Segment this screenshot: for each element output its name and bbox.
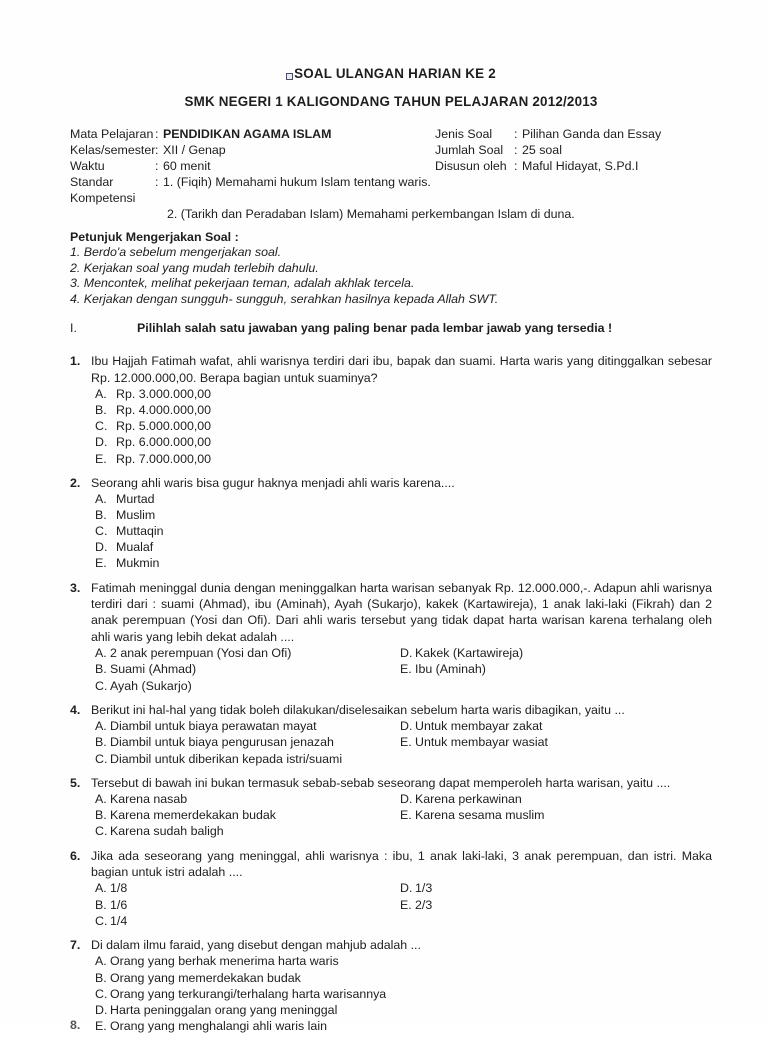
question-number: 2.	[70, 475, 81, 490]
meta-row-disusun-oleh	[435, 158, 661, 174]
partial-question-8-number: 8.	[70, 1018, 81, 1032]
option-text: Rp. 7.000.000,00	[116, 451, 212, 466]
option-a	[95, 791, 400, 807]
question-number: 7.	[70, 938, 81, 953]
object-anchor-icon	[286, 73, 293, 80]
option-b	[95, 807, 400, 823]
option-a	[95, 880, 400, 896]
meta-label: Waktu	[70, 159, 105, 173]
question-6	[70, 848, 712, 929]
option-letter: A.	[95, 646, 107, 661]
document-subtitle: SMK NEGERI 1 KALIGONDANG TAHUN PELAJARAN 2012/2013	[184, 94, 598, 109]
question-4	[70, 702, 712, 767]
option-letter: B.	[95, 897, 107, 912]
option-letter: D.	[400, 881, 413, 896]
option-text: Rp. 4.000.000,00	[116, 403, 212, 418]
option-d	[400, 880, 712, 896]
meta-value: 25 soal	[522, 143, 562, 157]
meta-label: Kelas/semester	[70, 143, 156, 157]
option-e	[95, 451, 712, 467]
meta-row-standar-kompetensi	[70, 174, 712, 206]
option-c	[95, 418, 712, 434]
option-text: Karena perkawinan	[415, 792, 522, 807]
option-text: Rp. 6.000.000,00	[116, 435, 212, 450]
option-text: Orang yang memerdekakan budak	[110, 970, 301, 985]
meta-label: Mata Pelajaran	[70, 127, 154, 141]
option-text: Mukmin	[116, 556, 160, 571]
meta-label: Jumlah Soal	[435, 143, 504, 157]
option-letter: C.	[95, 913, 108, 928]
question-options	[95, 791, 712, 840]
option-text: 2/3	[415, 897, 433, 912]
option-letter: C.	[95, 986, 108, 1001]
option-text: Mualaf	[116, 540, 154, 555]
option-letter: B.	[95, 808, 107, 823]
option-text: Murtad	[116, 492, 155, 507]
option-c	[95, 986, 712, 1002]
option-c	[95, 523, 712, 539]
question-number: 1.	[70, 354, 81, 369]
question-options	[95, 718, 712, 767]
document-content	[70, 66, 712, 1042]
question-body	[91, 475, 712, 572]
question-options	[95, 491, 712, 571]
option-a	[95, 718, 400, 734]
option-e	[400, 807, 712, 823]
standar-kompetensi-line2: 2. (Tarikh dan Peradaban Islam) Memahami perkembangan Islam di duna.	[167, 207, 575, 221]
question-stem: Ibu Hajjah Fatimah wafat, ahli warisnya terdiri dari ibu, bapak dan suami. Harta waris yang ditinggalkan sebesar Rp. 12.000.000,00. Berapa bagian untuk suaminya?	[91, 354, 712, 385]
option-letter: A.	[95, 492, 107, 507]
petunjuk-heading: Petunjuk Mengerjakan Soal :	[70, 230, 239, 244]
option-e	[400, 661, 712, 677]
option-letter: E.	[95, 451, 107, 466]
question-body	[91, 848, 712, 929]
question-number: 3.	[70, 580, 81, 595]
option-c	[95, 751, 400, 767]
option-letter: D.	[400, 646, 413, 661]
meta-colon: :	[514, 127, 518, 141]
option-letter: C.	[95, 419, 108, 434]
question-body	[91, 580, 712, 694]
meta-colon: :	[514, 143, 518, 157]
question-options	[95, 953, 712, 1033]
question-number: 5.	[70, 775, 81, 790]
option-b	[95, 897, 400, 913]
question-2	[70, 475, 712, 572]
option-d	[95, 539, 712, 555]
petunjuk-section	[70, 229, 712, 307]
section-instruction: Pilihlah salah satu jawaban yang paling benar pada lembar jawab yang tersedia !	[137, 321, 613, 336]
section-header	[70, 320, 712, 336]
option-letter: C.	[95, 824, 108, 839]
document-title-text: SOAL ULANGAN HARIAN KE 2	[294, 66, 496, 81]
option-letter: A.	[95, 387, 107, 402]
option-letter: B.	[95, 662, 107, 677]
question-stem: Di dalam ilmu faraid, yang disebut dengan mahjub adalah ...	[91, 938, 421, 953]
question-body	[91, 702, 712, 767]
option-b	[95, 661, 400, 677]
option-letter: E.	[400, 897, 412, 912]
option-text: 1/8	[110, 881, 128, 896]
option-b	[95, 734, 400, 750]
question-number: 6.	[70, 848, 81, 863]
meta-row-jumlah-soal	[435, 142, 661, 158]
option-letter: A.	[95, 719, 107, 734]
meta-value: Maful Hidayat, S.Pd.I	[522, 159, 639, 173]
meta-label: Standar Kompetensi	[70, 175, 136, 205]
option-text: Orang yang berhak menerima harta waris	[110, 954, 339, 969]
option-b	[95, 507, 712, 523]
option-text: Diambil untuk diberikan kepada istri/suami	[110, 751, 343, 766]
question-list	[70, 353, 712, 1034]
section-numeral: I.	[70, 321, 77, 336]
option-letter: A.	[95, 954, 107, 969]
option-c	[95, 678, 400, 694]
option-text: Muslim	[116, 508, 156, 523]
exam-meta	[70, 126, 712, 222]
option-letter: E.	[400, 662, 412, 677]
meta-colon: :	[155, 175, 159, 189]
option-letter: B.	[95, 508, 107, 523]
petunjuk-item-4: 4. Kerjakan dengan sungguh- sungguh, serahkan hasilnya kepada Allah SWT.	[70, 291, 499, 306]
meta-value: Pilihan Ganda dan Essay	[522, 127, 662, 141]
meta-value: XII / Genap	[163, 143, 226, 157]
question-stem: Berikut ini hal-hal yang tidak boleh dilakukan/diselesaikan sebelum harta waris dibagikan, yaitu ...	[91, 702, 625, 717]
question-1	[70, 353, 712, 466]
question-stem: Seorang ahli waris bisa gugur haknya menjadi ahli waris karena....	[91, 475, 455, 490]
option-text: Karena nasab	[110, 792, 188, 807]
option-letter: B.	[95, 403, 107, 418]
option-d	[400, 645, 712, 661]
question-options	[95, 645, 712, 694]
option-letter: E.	[400, 808, 412, 823]
option-letter: C.	[95, 524, 108, 539]
option-text: Rp. 3.000.000,00	[116, 387, 212, 402]
question-5	[70, 775, 712, 840]
option-letter: A.	[95, 881, 107, 896]
petunjuk-item-3: 3. Mencontek, melihat pekerjaan teman, adalah akhlak tercela.	[70, 276, 415, 291]
option-c	[95, 913, 400, 929]
option-letter: C.	[95, 678, 108, 693]
option-text: Kakek (Kartawireja)	[415, 646, 524, 661]
question-body	[91, 937, 712, 1034]
option-a	[95, 645, 400, 661]
option-d	[400, 718, 712, 734]
option-text: Diambil untuk biaya pengurusan jenazah	[110, 735, 334, 750]
meta-label: Disusun oleh	[435, 159, 507, 173]
option-letter: E.	[95, 1018, 107, 1033]
question-stem: Jika ada seseorang yang meninggal, ahli warisnya : ibu, 1 anak laki-laki, 3 anak perempuan, dan istri. Maka bagian untuk istri adalah ....	[91, 848, 712, 880]
option-d	[95, 434, 712, 450]
option-e	[400, 897, 712, 913]
option-text: 2 anak perempuan (Yosi dan Ofi)	[110, 646, 292, 661]
option-letter: C.	[95, 751, 108, 766]
option-letter: D.	[95, 435, 108, 450]
option-letter: D.	[95, 540, 108, 555]
option-text: Karena memerdekakan budak	[110, 808, 276, 823]
question-body	[91, 353, 712, 466]
option-e	[400, 734, 712, 750]
option-b	[95, 402, 712, 418]
option-c	[95, 823, 400, 839]
option-text: 1/3	[415, 881, 433, 896]
petunjuk-item-1: 1. Berdo'a sebelum mengerjakan soal.	[70, 245, 282, 259]
option-d	[400, 791, 712, 807]
option-text: Untuk membayar wasiat	[415, 735, 548, 750]
option-text: Suami (Ahmad)	[110, 662, 197, 677]
option-text: Orang yang menghalangi ahli waris lain	[110, 1018, 327, 1033]
option-text: 1/6	[110, 897, 128, 912]
option-letter: D.	[400, 792, 413, 807]
meta-label: Jenis Soal	[435, 127, 493, 141]
option-a	[95, 491, 712, 507]
option-letter: B.	[95, 970, 107, 985]
option-text: Ayah (Sukarjo)	[110, 678, 192, 693]
meta-row-jenis-soal	[435, 126, 661, 142]
option-letter: B.	[95, 735, 107, 750]
option-letter: E.	[95, 556, 107, 571]
option-text: Orang yang terkurangi/terhalang harta warisannya	[110, 986, 387, 1001]
option-text: Karena sudah baligh	[110, 824, 224, 839]
option-text: Harta peninggalan orang yang meninggal	[110, 1002, 338, 1017]
option-a	[95, 386, 712, 402]
question-options	[95, 386, 712, 466]
option-d	[95, 1002, 712, 1018]
meta-colon: :	[155, 159, 159, 173]
option-text: Ibu (Aminah)	[415, 662, 486, 677]
option-text: Diambil untuk biaya perawatan mayat	[110, 719, 317, 734]
exam-meta-right	[435, 126, 661, 174]
option-text: Muttaqin	[116, 524, 164, 539]
question-7	[70, 937, 712, 1034]
meta-colon: :	[155, 143, 159, 157]
option-letter: E.	[400, 735, 412, 750]
question-body	[91, 775, 712, 840]
document-title	[70, 66, 712, 82]
question-number: 4.	[70, 702, 81, 717]
question-3	[70, 580, 712, 694]
option-text: 1/4	[110, 913, 128, 928]
option-e	[95, 1018, 712, 1034]
option-letter: D.	[95, 1002, 108, 1017]
option-text: Rp. 5.000.000,00	[116, 419, 212, 434]
meta-colon: :	[155, 127, 159, 141]
petunjuk-item-2: 2. Kerjakan soal yang mudah terlebih dahulu.	[70, 260, 319, 275]
meta-colon: :	[514, 159, 518, 173]
question-stem: Fatimah meninggal dunia dengan meninggalkan harta warisan sebanyak Rp. 12.000.000,-. Adapun ahli warisnya terdiri dari : suami (Ahmad), ibu (Aminah), Ayah (Sukarjo), kakek (Kartawireja), 1 anak laki-laki (Fikrah) dan 2 anak perempuan (Yosi dan Ofi). Dari ahli waris tersebut yang tidak dapat harta warisan karena terhalang oleh ahli waris yang lebih dekat adalah ....	[91, 580, 712, 644]
option-a	[95, 953, 712, 969]
meta-value: 60 menit	[163, 159, 211, 173]
option-letter: A.	[95, 792, 107, 807]
option-text: Karena sesama muslim	[415, 808, 545, 823]
question-options	[95, 880, 712, 929]
option-letter: D.	[400, 719, 413, 734]
option-b	[95, 970, 712, 986]
option-text: Untuk membayar zakat	[415, 719, 543, 734]
meta-value: PENDIDIKAN AGAMA ISLAM	[163, 127, 332, 141]
meta-value: 1. (Fiqih) Memahami hukum Islam tentang waris.	[163, 175, 431, 189]
option-e	[95, 555, 712, 571]
question-stem: Tersebut di bawah ini bukan termasuk sebab-sebab seseorang dapat memperoleh harta warisan, yaitu ....	[91, 775, 671, 790]
